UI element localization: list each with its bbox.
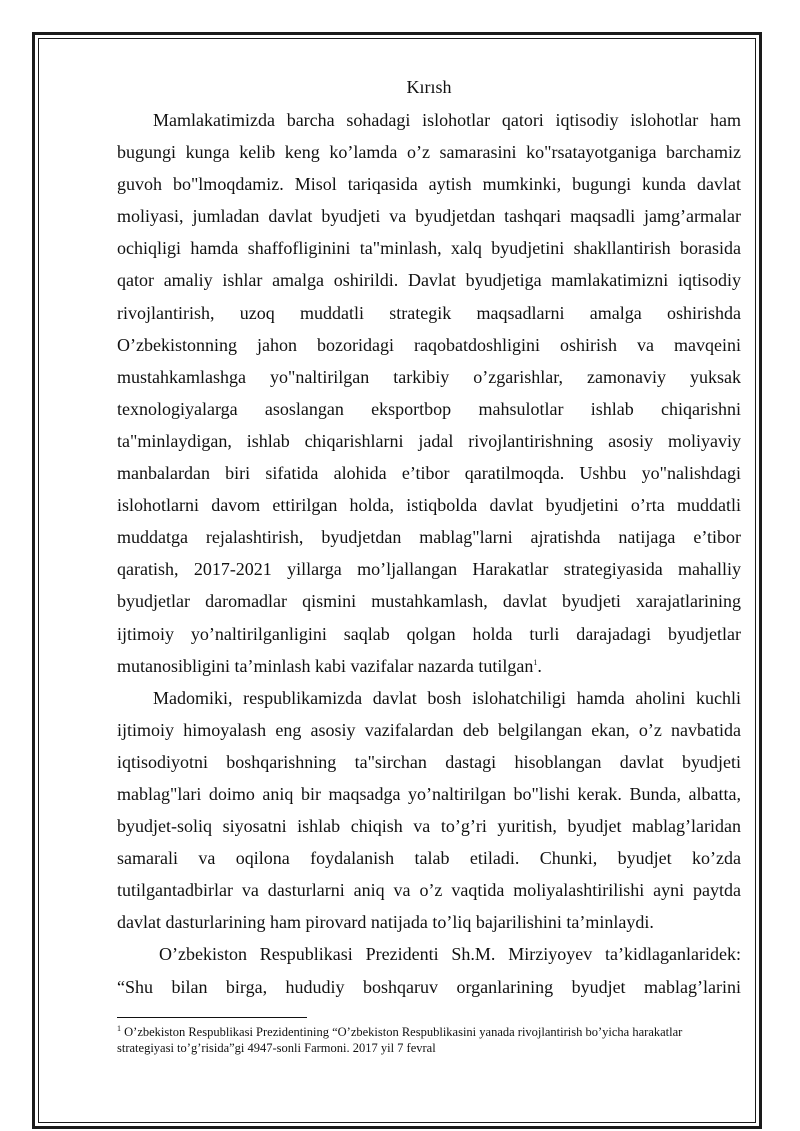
paragraph-line: iqtisodiyotni boshqarishning ta"sirchan dastagi hisoblangan davlat byudjeti [117, 751, 741, 772]
paragraph-line: O’zbekistonning jahon bozoridagi raqobatdoshligini oshirish va mavqeini [117, 334, 741, 355]
paragraph-line: guvoh bo"lmoqdamiz. Misol tariqasida aytish mumkinki, bugungi kunda davlat [117, 174, 741, 195]
footnote-reference[interactable]: 1 [533, 657, 538, 667]
paragraph-line: tutilgantadbirlar va dasturlarni aniq va o’z vaqtida moliyalashtirilishi ayni paytda [117, 880, 741, 901]
paragraph-line: qaratish, 2017-2021 yillarga mo’ljallangan Harakatlar strategiyasida mahalliy [117, 559, 741, 580]
footnote-separator [117, 1017, 307, 1018]
document-body [117, 104, 741, 1003]
paragraph-line: texnologiyalarga asoslangan eksportbop mahsulotlar ishlab chiqarishni [117, 398, 741, 419]
paragraph-line: Madomiki, respublikamizda davlat bosh islohatchiligi hamda aholini kuchli [153, 687, 741, 708]
footnote-marker: 1 [117, 1023, 121, 1033]
paragraph-line: O’zbekiston Respublikasi Prezidenti Sh.M. Mirziyoyev ta’kidlaganlaridek: [159, 944, 741, 965]
paragraph-line: byudjet-soliq siyosatni ishlab chiqish va to’g’ri yuritish, byudjet mablag’laridan [117, 816, 741, 837]
paragraph-line: rivojlantirish, uzoq muddatli strategik maqsadlarni amalga oshirishda [117, 302, 741, 323]
document-title: Kırısh [406, 77, 452, 97]
paragraph-line: byudjetlar daromadlar qismini mustahkamlash, davlat byudjeti xarajatlarining [117, 591, 741, 612]
footnote-line [117, 1024, 741, 1040]
paragraph-line: davlat dasturlarining ham pirovard natijada to’liq bajarilishini ta’minlaydi. [117, 912, 654, 933]
paragraph-line: bugungi kunga kelib keng ko’lamda o’z samarasini ko"rsatayotganiga barchamiz [117, 142, 741, 163]
paragraph-line: islohotlarni davom ettirilgan holda, istiqbolda davlat byudjetini o’rta muddatli [117, 495, 741, 516]
paragraph-line: ijtimoiy yo’naltirilganligini saqlab qolgan holda turli darajadagi byudjetlar [117, 623, 741, 644]
paragraph-line-text: mutanosibligini ta’minlash kabi vazifalar nazarda tutilgan [117, 655, 534, 676]
paragraph-line: moliyasi, jumladan davlat byudjeti va byudjetdan tashqari maqsadli jamg’armalar [117, 206, 741, 227]
paragraph-line: mutanosibligini ta’minlash kabi vazifalar nazarda tutilgan$^1$. [117, 655, 542, 676]
paragraph-line: ochiqligi hamda shaffofliginini ta"minlash, xalq byudjetini shakllantirish borasida [117, 238, 741, 259]
paragraph-line: Mamlakatimizda barcha sohadagi islohotlar qatori iqtisodiy islohotlar ham [153, 110, 741, 130]
paragraph-line: muddatga rejalashtirish, byudjetdan mablag"larni ajratishda natijaga e’tibor [117, 527, 741, 548]
paragraph-line: mablag"lari doimo aniq bir maqsadga yo’naltirilgan bo"lishi kerak. Bunda, albatta, [117, 783, 741, 804]
footnote [117, 1024, 741, 1056]
paragraph-line: mustahkamlashga yo"naltirilgan tarkibiy o’zgarishlar, zamonaviy yuksak [117, 366, 741, 387]
footnote-text: O’zbekiston Respublikasi Prezidentining “O’zbekiston Respublikasini yanada rivojlantirish bo’yicha harakatlar [124, 1025, 683, 1039]
footnote-line: strategiyasi to’g’risida”gi 4947-sonli Farmoni. 2017 yil 7 fevral [117, 1041, 436, 1055]
paragraph-line: ijtimoiy himoyalash eng asosiy vazifalardan deb belgilangan ekan, o’z navbatida [117, 719, 741, 740]
paragraph-line: “Shu bilan birga, hududiy boshqaruv organlarining byudjet mablag’larini [117, 976, 741, 997]
paragraph-line: samarali va oqilona foydalanish talab etiladi. Chunki, byudjet ko’zda [117, 848, 741, 869]
paragraph-line: qator amaliy ishlar amalga oshirildi. Davlat byudjetiga mamlakatimizni iqtisodiy [117, 270, 741, 291]
paragraph-line: manbalardan biri sifatida alohida e’tibor qaratilmoqda. Ushbu yo"nalishdagi [117, 463, 741, 484]
paragraph-line: ta"minlaydigan, ishlab chiqarishlarni jadal rivojlantirishning asosiy moliyaviy [117, 430, 741, 451]
